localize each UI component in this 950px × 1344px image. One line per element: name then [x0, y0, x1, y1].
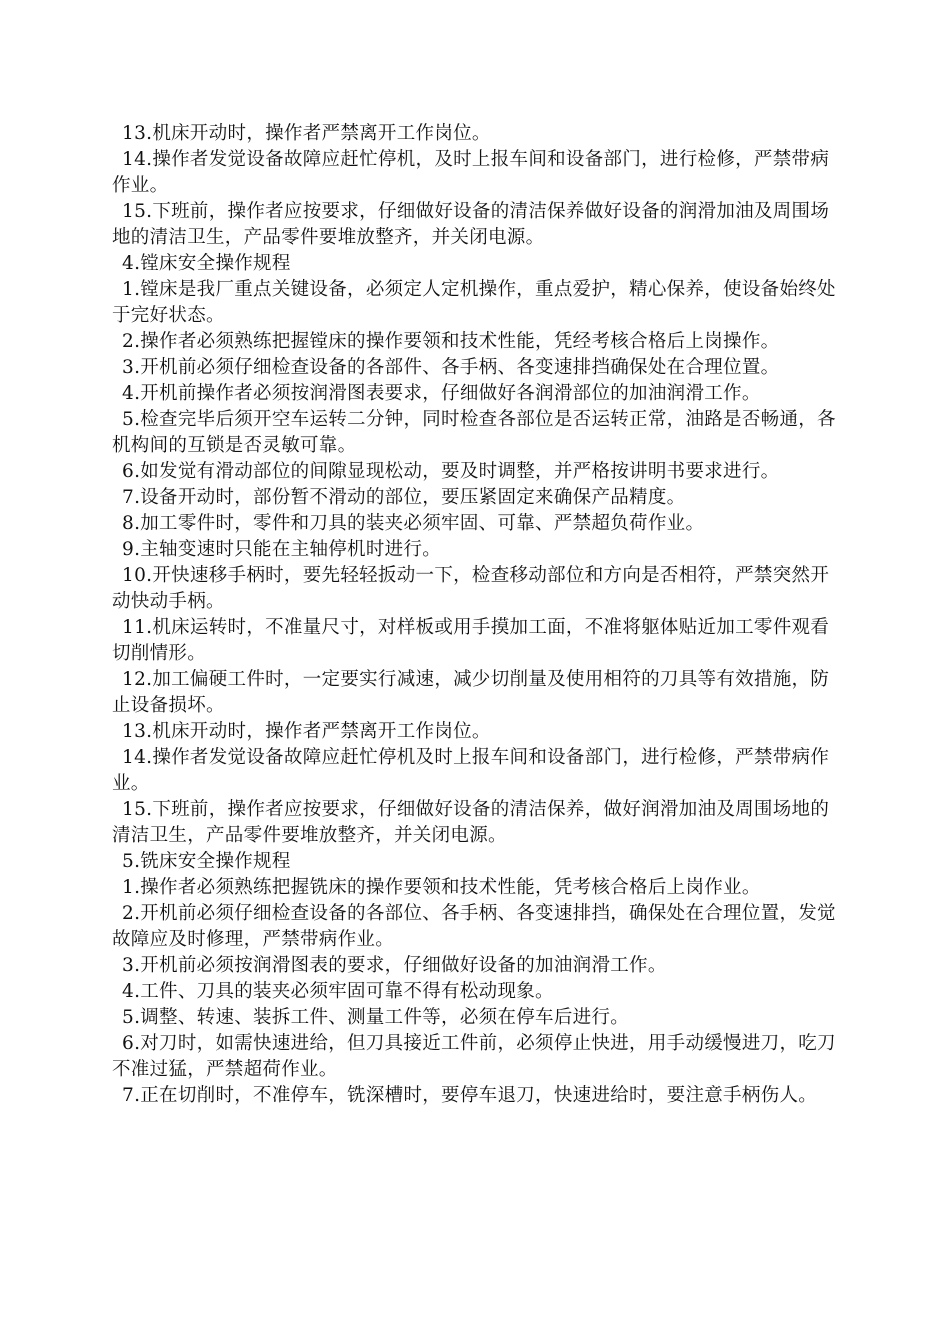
paragraph: 12.加工偏硬工件时，一定要实行减速，减少切削量及使用相符的刀具等有效措施，防止设备损坏。 [112, 669, 830, 716]
paragraph: 2.开机前必须仔细检查设备的各部位、各手柄、各变速排挡，确保处在合理位置，发觉故障应及时修理，严禁带病作业。 [112, 903, 836, 950]
paragraph: 1.操作者必须熟练把握铣床的操作要领和技术性能，凭考核合格后上岗作业。 [122, 877, 761, 898]
paragraph: 7.设备开动时，部份暂不滑动的部位，要压紧固定来确保产品精度。 [122, 487, 686, 508]
paragraph: 11.机床运转时，不准量尺寸，对样板或用手摸加工面，不准将躯体贴近加工零件观看切削情形。 [112, 617, 830, 664]
section-heading: 4.镗床安全操作规程 [122, 253, 291, 274]
paragraph: 14.操作者发觉设备故障应赶忙停机及时上报车间和设备部门，进行检修，严禁带病作业。 [112, 747, 830, 794]
paragraph: 10.开快速移手柄时，要先轻轻扳动一下，检查移动部位和方向是否相符，严禁突然开动快动手柄。 [112, 565, 830, 612]
paragraph: 13.机床开动时，操作者严禁离开工作岗位。 [122, 721, 491, 742]
paragraph: 6.如发觉有滑动部位的间隙显现松动，要及时调整，并严格按讲明书要求进行。 [122, 461, 780, 482]
paragraph: 7.正在切削时，不准停车，铣深槽时，要停车退刀，快速进给时，要注意手柄伤人。 [122, 1085, 818, 1106]
paragraph: 2.操作者必须熟练把握镗床的操作要领和技术性能，凭经考核合格后上岗操作。 [122, 331, 780, 352]
paragraph: 4.开机前操作者必须按润滑图表要求，仔细做好各润滑部位的加油润滑工作。 [122, 383, 761, 404]
paragraph: 15.下班前，操作者应按要求，仔细做好设备的清洁保养做好设备的润滑加油及周围场地的清洁卫生，产品零件要堆放整齐，并关闭电源。 [112, 201, 830, 248]
paragraph: 9.主轴变速时只能在主轴停机时进行。 [122, 539, 442, 560]
paragraph: 5.调整、转速、装拆工件、测量工件等，必须在停车后进行。 [122, 1007, 630, 1028]
section-heading: 5.铣床安全操作规程 [122, 851, 291, 872]
paragraph: 8.加工零件时，零件和刀具的装夹必须牢固、可靠、严禁超负荷作业。 [122, 513, 705, 534]
paragraph: 14.操作者发觉设备故障应赶忙停机，及时上报车间和设备部门，进行检修，严禁带病作业。 [112, 149, 830, 196]
paragraph: 6.对刀时，如需快速进给，但刀具接近工件前，必须停止快进，用手动缓慢进刀，吃刀不准过猛，严禁超荷作业。 [112, 1033, 836, 1080]
paragraph: 5.检查完毕后须开空车运转二分钟，同时检查各部位是否运转正常，油路是否畅通，各机构间的互锁是否灵敏可靠。 [112, 409, 836, 456]
paragraph: 1.镗床是我厂重点关键设备，必须定人定机操作，重点爱护，精心保养，使设备始终处于完好状态。 [112, 279, 836, 326]
paragraph: 3.开机前必须仔细检查设备的各部件、各手柄、各变速排挡确保处在合理位置。 [122, 357, 780, 378]
document-body [112, 121, 837, 1109]
paragraph: 15.下班前，操作者应按要求，仔细做好设备的清洁保养，做好润滑加油及周围场地的清洁卫生，产品零件要堆放整齐，并关闭电源。 [112, 799, 830, 846]
paragraph: 3.开机前必须按润滑图表的要求，仔细做好设备的加油润滑工作。 [122, 955, 667, 976]
paragraph: 13.机床开动时，操作者严禁离开工作岗位。 [122, 123, 491, 144]
paragraph: 4.工件、刀具的装夹必须牢固可靠不得有松动现象。 [122, 981, 554, 1002]
